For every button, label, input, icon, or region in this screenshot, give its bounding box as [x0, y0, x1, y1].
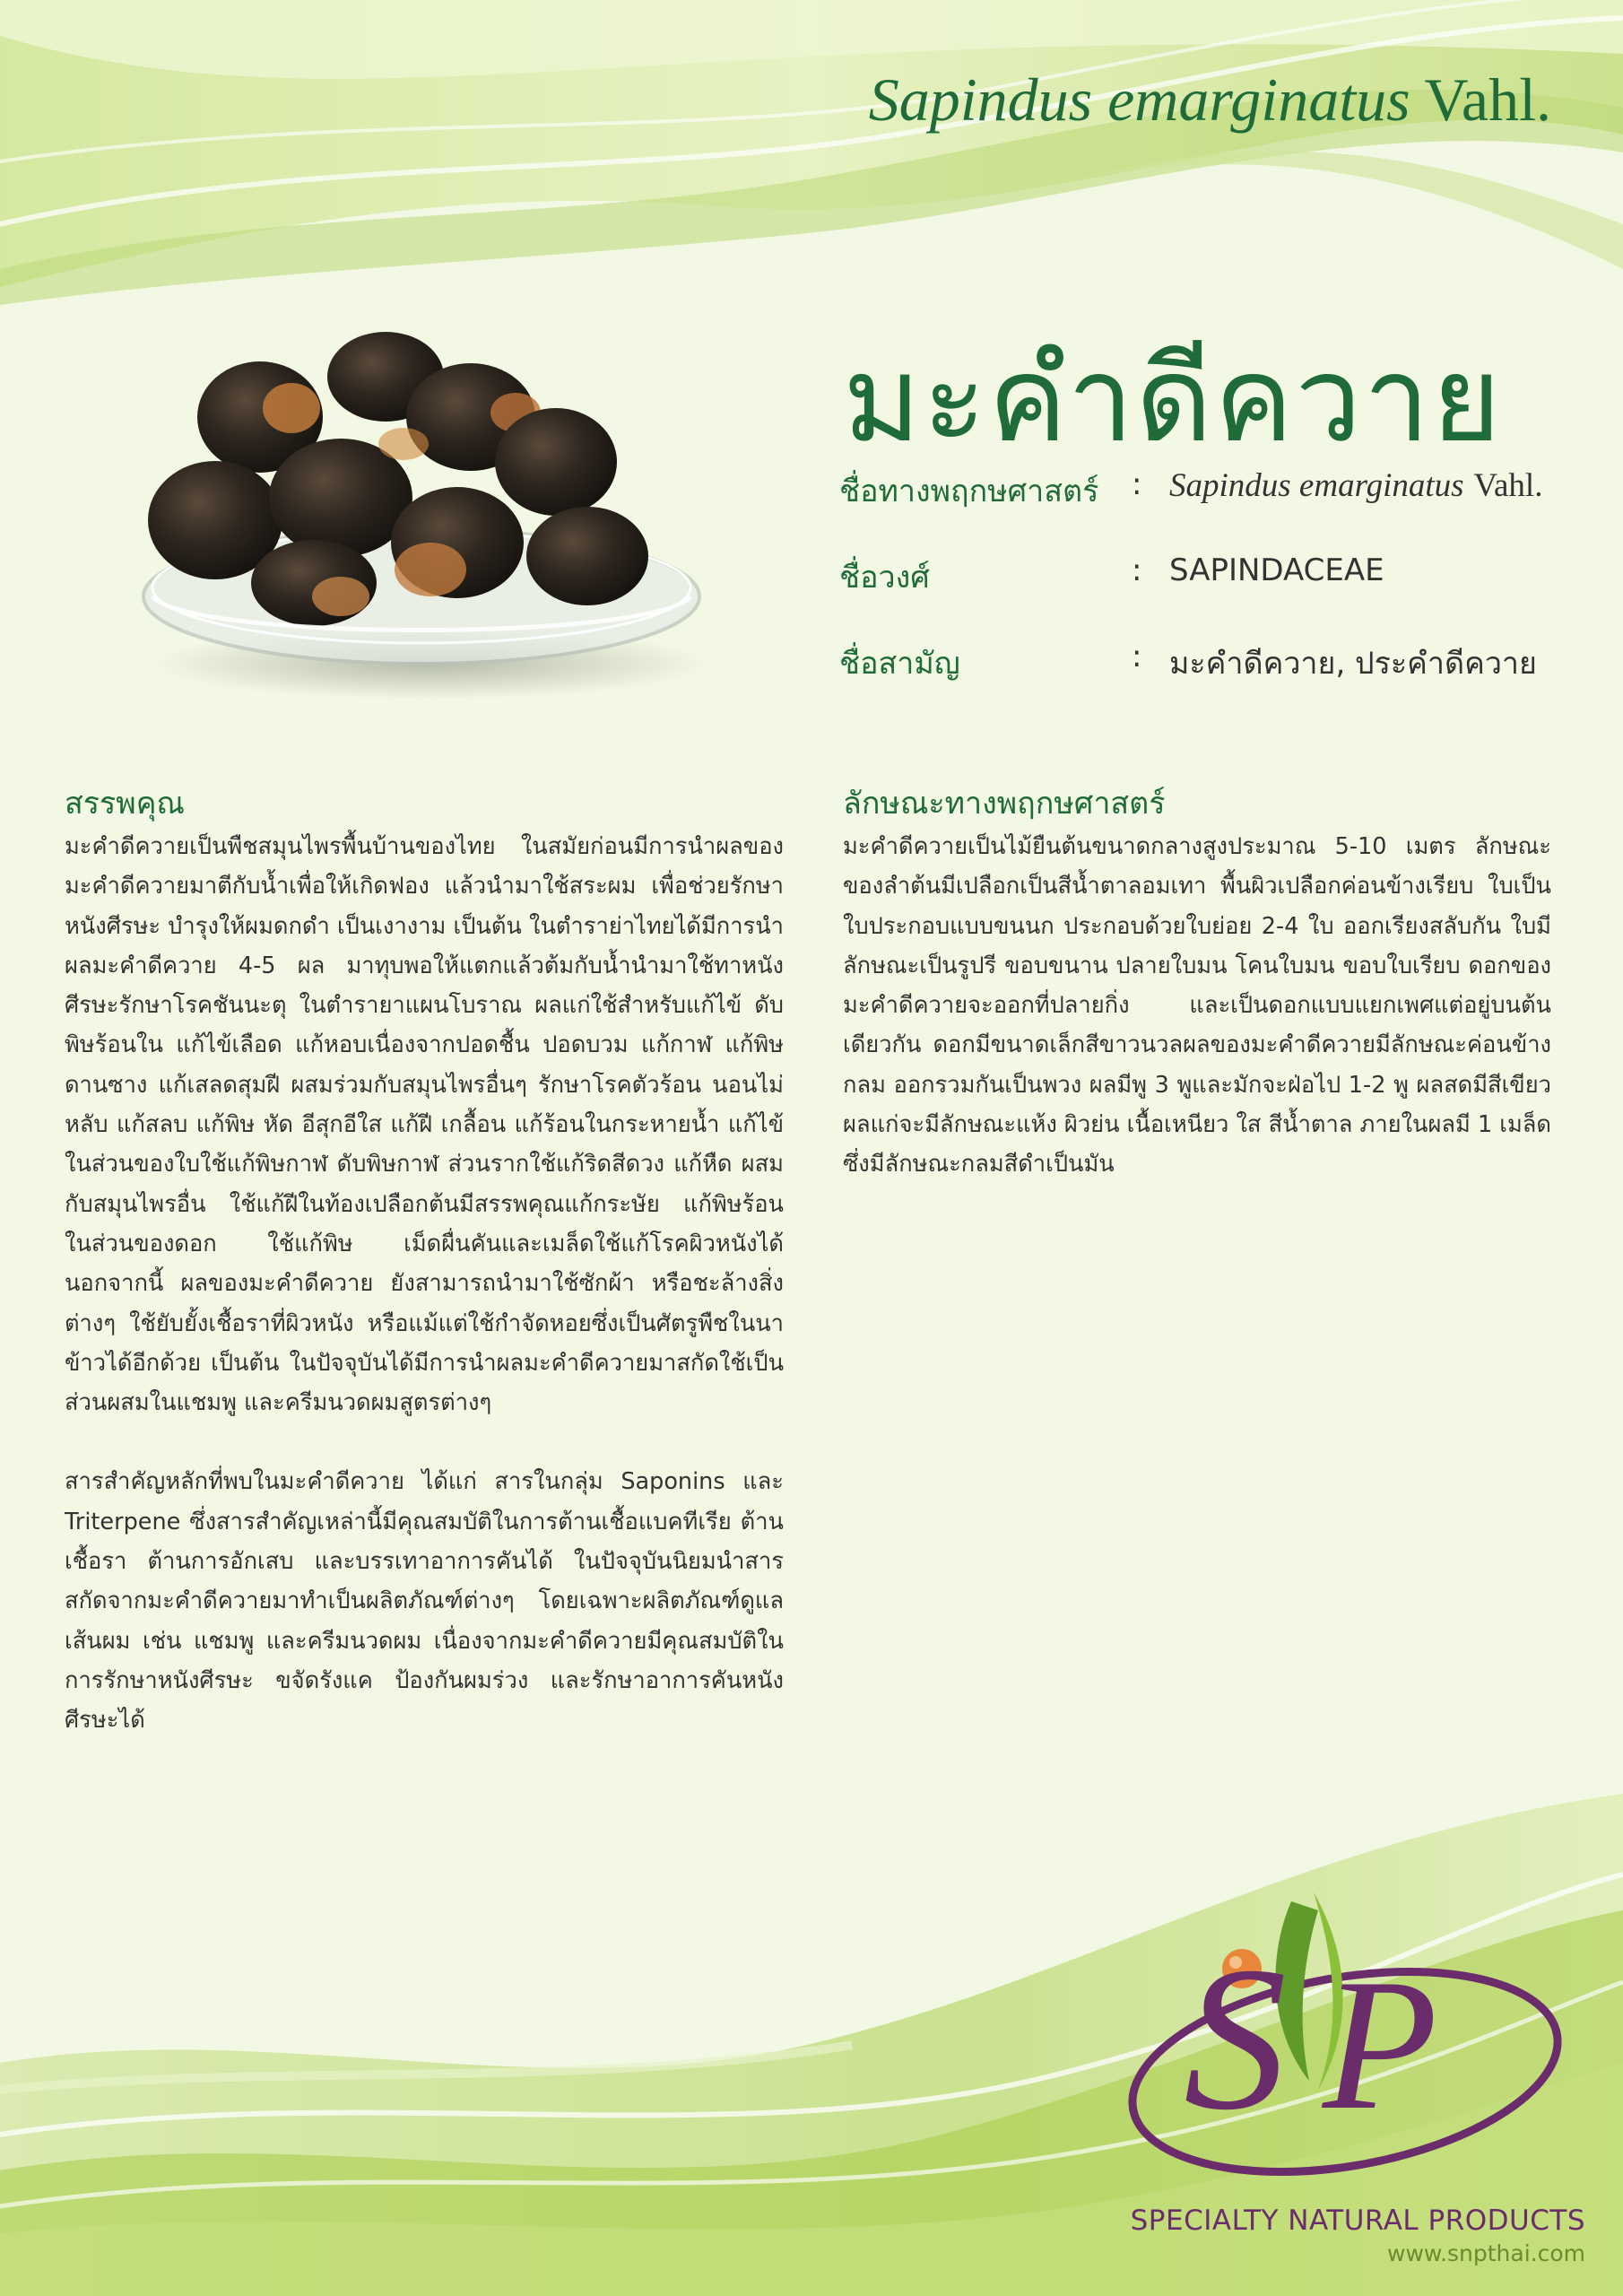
info-value: SAPINDACEAE: [1169, 552, 1384, 588]
scientific-name-header: [869, 65, 1551, 135]
page-title: มะคำดีควาย: [843, 331, 1503, 469]
info-colon: :: [1132, 552, 1142, 588]
info-label: ชื่อสามัญ: [839, 646, 960, 682]
soapnut-photo: [135, 327, 708, 704]
company-name: SPECIALTY NATURAL PRODUCTS: [1130, 2205, 1585, 2237]
info-label: ชื่อวงศ์: [839, 560, 930, 596]
info-colon: :: [1132, 639, 1142, 674]
properties-paragraph-1: มะคำดีควายเป็นพืชสมุนไพรพื้นบ้านของไทย ในสมัยก่อนมีการนำผลของมะคำดีควายมาตีกับน้ำเพื่อให้เกิดฟอง แล้วนำมาใช้สระผม เพื่อช่วยรักษาหนังศีรษะ บำรุงให้ผมดกดำ เป็นเงางาม เป็นต้น ในตำราย่าไทยได้มีการนำ ผลมะคำดีควาย 4-5 ผล มาทุบพอให้แตกแล้วต้มกับน้ำนำมาใช้ทาหนังศีรษะรักษาโรคชันนะตุ ในตำรายาแผนโบราณ ผลแก่ใช้สำหรับแก้ไข้ ดับพิษร้อนใน แก้ไข้เลือด แก้หอบเนื่องจากปอดชื้น ปอดบวม แก้กาฬ แก้พิษดานซาง แก้เสลดสุมฝี ผสมร่วมกับสมุนไพรอื่นๆ รักษาโรคตัวร้อน นอนไม่หลับ แก้สลบ แก้พิษ หัด อีสุกอีใส แก้ฝี เกลื้อน แก้ร้อนในกระหายน้ำ แก้ไข้ ในส่วนของใบใช้แก้พิษกาฬ ดับพิษกาฬ ส่วนรากใช้แก้ริดสีดวง แก้หืด ผสมกับสมุนไพรอื่น ใช้แก้ฝีในท้องเปลือกต้นมีสรรพคุณแก้กระษัย แก้พิษร้อน ในส่วนของดอก ใช้แก้พิษ เม็ดผื่นคันและเมล็ดใช้แก้โรคผิวหนังได้ นอกจากนี้ ผลของมะคำดีควาย ยังสามารถนำมาใช้ซักผ้า หรือชะล้างสิ่งต่างๆ ใช้ยับยั้งเชื้อราที่ผิวหนัง หรือแม้แต่ใช้กำจัดหอยซึ่งเป็นศัตรูพืชในนาข้าวได้อีกด้วย เป็นต้น ในปัจจุบันได้มีการนำผลมะคำดีควายมาสกัดใช้เป็นส่วนผสมในแชมพู และครีมนวดผมสูตรต่างๆ: [65, 833, 784, 1417]
botany-section: [843, 778, 1551, 1185]
svg-text:S: S: [1184, 1924, 1287, 2152]
properties-heading: สรรพคุณ: [65, 786, 185, 822]
properties-paragraph-2: สารสำคัญหลักที่พบในมะคำดีควาย ได้แก่ สารในกลุ่ม Saponins และ Triterpene ซึ่งสารสำคัญเหล่านี้มีคุณสมบัติในการต้านเชื้อแบคทีเรีย ต้านเชื้อรา ต้านการอักเสบ และบรรเทาอาการคันได้ ในปัจจุบันนิยมนำสารสกัดจากมะคำดีควายมาทำเป็นผลิตภัณฑ์ต่างๆ โดยเฉพาะผลิตภัณฑ์ดูแลเส้นผม เช่น แชมพู และครีมนวดผม เนื่องจากมะคำดีควายมีคุณสมบัติในการรักษาหนังศีรษะ ขจัดรังแค ป้องกันผมร่วง และรักษาอาการคันหนังศีรษะได้: [65, 1468, 784, 1735]
info-value-plain: Vahl.: [1473, 467, 1543, 504]
snp-logo-mark: [1085, 1883, 1587, 2206]
scientific-name-italic: Sapindus emarginatus: [868, 65, 1410, 134]
info-label: ชื่อทางพฤกษศาสตร์: [839, 474, 1099, 509]
properties-section: [65, 778, 784, 1741]
botany-heading: ลักษณะทางพฤกษศาสตร์: [843, 786, 1166, 822]
svg-text:P: P: [1323, 1941, 1438, 2149]
snp-logo: [1085, 1883, 1587, 2266]
scientific-name-author: Vahl.: [1424, 65, 1551, 134]
info-value-italic: Sapindus emarginatus: [1169, 467, 1464, 504]
info-value: มะคำดีควาย, ประคำดีควาย: [1169, 646, 1537, 682]
botany-paragraph: มะคำดีควายเป็นไม้ยืนต้นขนาดกลางสูงประมาณ 5-10 เมตร ลักษณะของลำต้นมีเปลือกเป็นสีน้ำตาลอมเทา พื้นผิวเปลือกค่อนข้างเรียบ ใบเป็นใบประกอบแบบขนนก ประกอบด้วยใบย่อย 2-4 ใบ ออกเรียงสลับกัน ใบมีลักษณะเป็นรูปรี ขอบขนาน ปลายใบมน โคนใบมน ขอบใบเรียบ ดอกของมะคำดีควายจะออกที่ปลายกิ่ง และเป็นดอกแบบแยกเพศแต่อยู่บนต้นเดียวกัน ดอกมีขนาดเล็กสีขาวนวลผลของมะคำดีควายมีลักษณะค่อนข้างกลม ออกรวมกันเป็นพวง ผลมีพู 3 พูและมักจะฝ่อไป 1-2 พู ผลสดมีสีเขียว ผลแก่จะมีลักษณะแห้ง ผิวย่น เนื้อเหนียว ใส สีน้ำตาล ภายในผลมี 1 เมล็ด ซึ่งมีลักษณะกลมสีดำเป็นมัน: [843, 833, 1551, 1178]
company-url[interactable]: www.snpthai.com: [1387, 2240, 1585, 2266]
info-value: [1169, 466, 1542, 505]
info-colon: :: [1132, 466, 1142, 502]
